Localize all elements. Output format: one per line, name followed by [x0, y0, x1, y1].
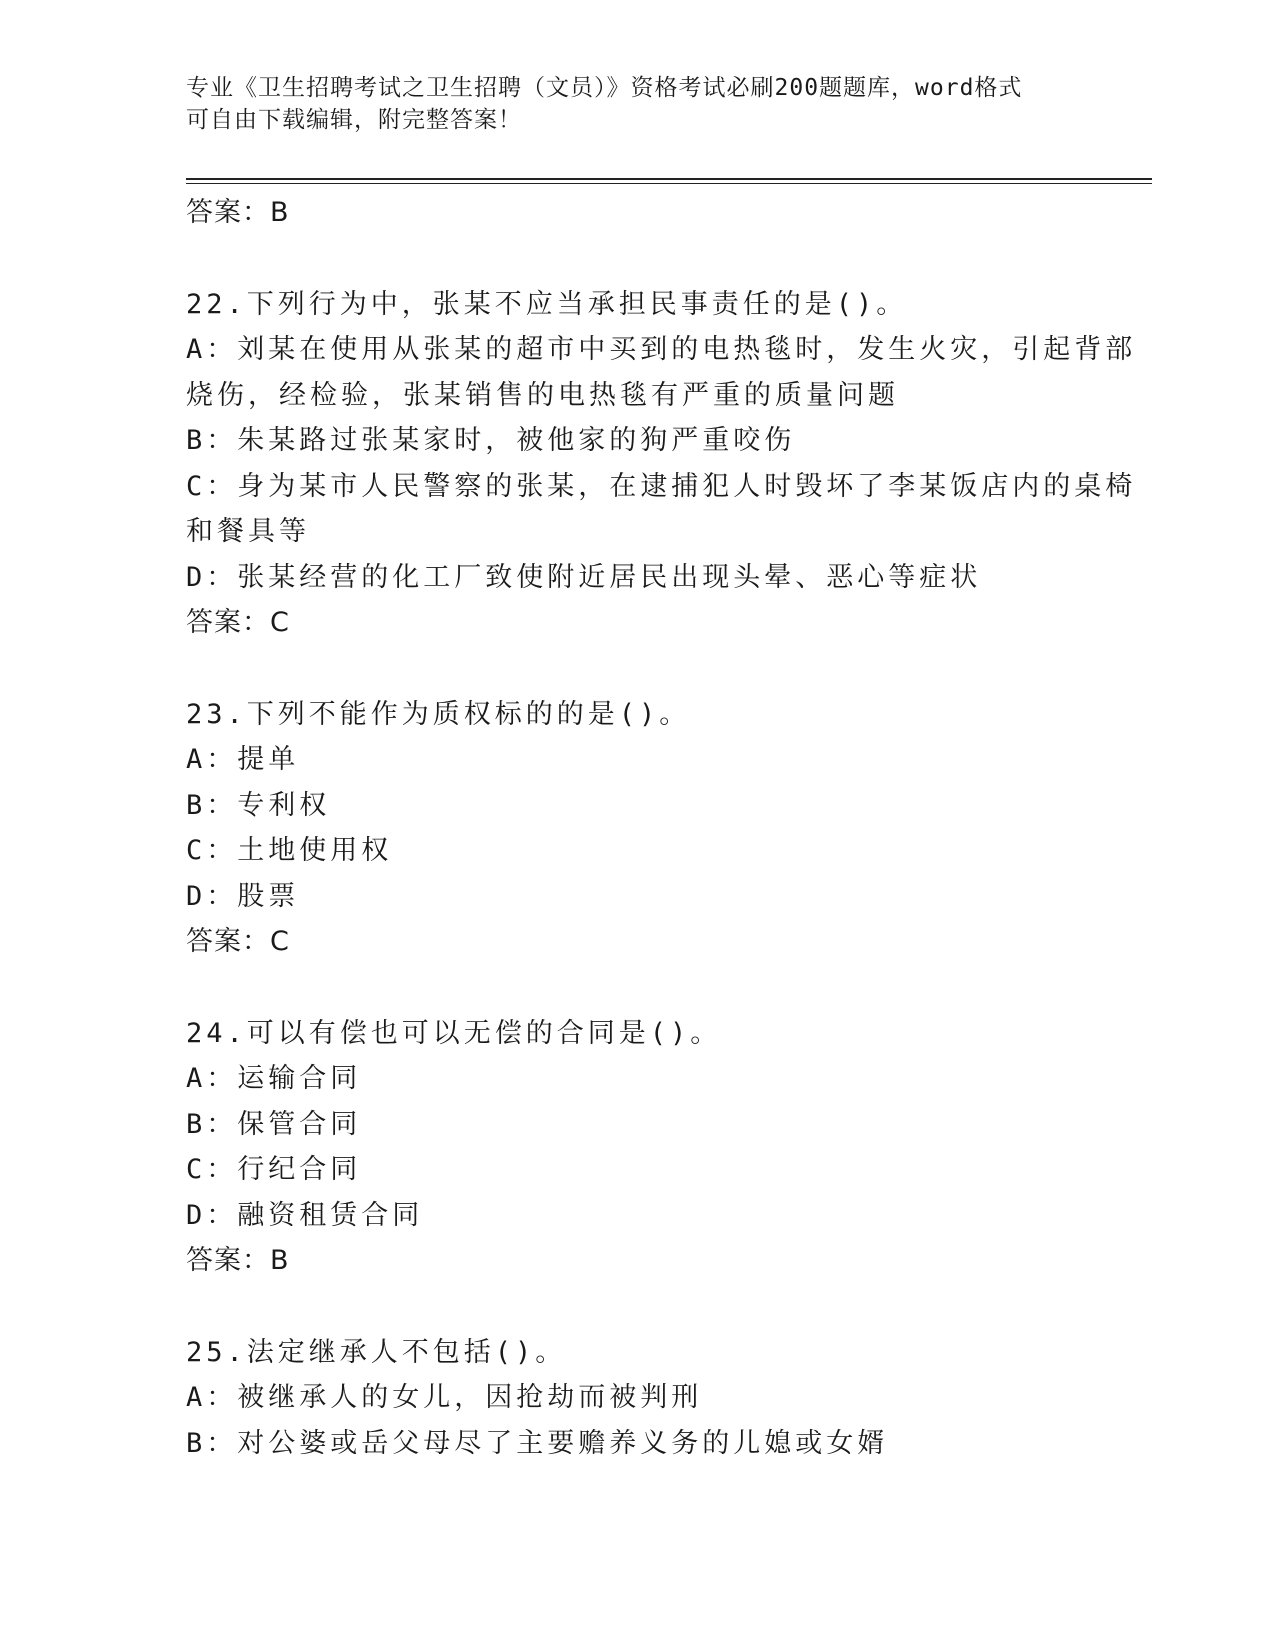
option-line: B：专利权 — [186, 789, 331, 821]
question-block — [186, 282, 1137, 646]
question-block — [186, 1011, 1086, 1284]
option-line: C：土地使用权 — [186, 835, 393, 866]
option-line: C：身为某市人民警察的张某，在逮捕犯人时毁坏了李某饭店内的桌椅 — [186, 470, 1137, 502]
option-line: A：刘某在使用从张某的超市中买到的电热毯时，发生火灾，引起背部 — [186, 334, 1137, 365]
option-line: A：被继承人的女儿，因抢劫而被判刑 — [186, 1382, 703, 1413]
option-line: D：张某经营的化工厂致使附近居民出现头晕、恶心等症状 — [186, 561, 982, 593]
question-block — [186, 692, 1086, 965]
spacer — [186, 646, 1086, 692]
document-header — [186, 72, 1066, 136]
option-line: B：保管合同 — [186, 1108, 362, 1140]
option-line: D：融资租赁合同 — [186, 1199, 424, 1231]
answer-line: 答案：B — [186, 197, 290, 228]
option-line: A：提单 — [186, 744, 300, 775]
option-line: B：朱某路过张某家时，被他家的狗严重咬伤 — [186, 425, 796, 456]
question-stem: 24.可以有偿也可以无偿的合同是()。 — [186, 1017, 722, 1049]
header-line-2: 可自由下载编辑，附完整答案！ — [186, 107, 522, 133]
spacer — [186, 236, 1086, 282]
question-stem: 22.下列行为中，张某不应当承担民事责任的是()。 — [186, 288, 908, 320]
option-line: B：对公婆或岳父母尽了主要赡养义务的儿媳或女婿 — [186, 1427, 889, 1459]
spacer — [186, 965, 1086, 1011]
question-block — [186, 1330, 1086, 1467]
header-rule-thin — [186, 183, 1152, 184]
spacer — [186, 1284, 1086, 1330]
option-line: D：股票 — [186, 880, 300, 912]
header-rule-thick — [186, 178, 1152, 180]
option-line-continued: 烧伤，经检验，张某销售的电热毯有严重的质量问题 — [186, 379, 899, 411]
header-line-1: 专业《卫生招聘考试之卫生招聘（文员）》资格考试必刷200题题库，word格式 — [186, 75, 1023, 101]
option-line: A：运输合同 — [186, 1063, 362, 1094]
question-list — [186, 190, 1137, 1466]
question-stem: 25.法定继承人不包括()。 — [186, 1336, 567, 1368]
question-stem: 23.下列不能作为质权标的的是()。 — [186, 698, 691, 730]
answer-line: 答案：B — [186, 1245, 290, 1276]
option-line: C：行纪合同 — [186, 1154, 362, 1185]
answer-line: 答案：C — [186, 926, 290, 957]
answer-line: 答案：C — [186, 607, 290, 638]
option-line-continued: 和餐具等 — [186, 516, 310, 547]
